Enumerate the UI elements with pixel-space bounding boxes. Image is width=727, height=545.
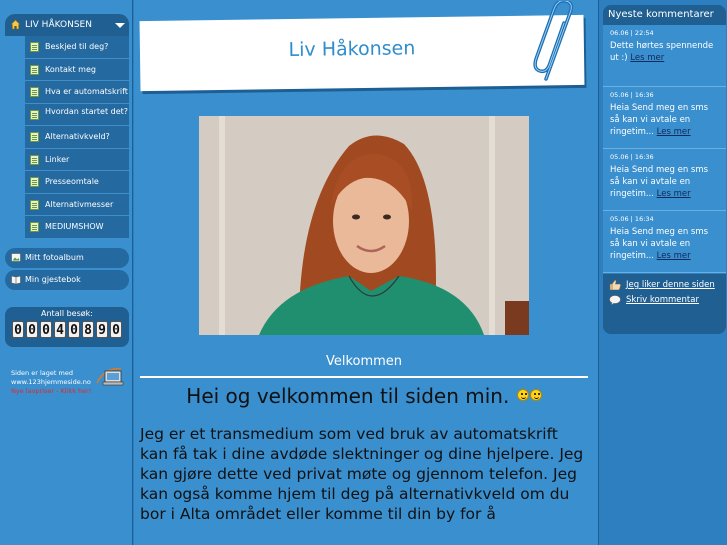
read-more-link[interactable]: Les mer bbox=[656, 189, 691, 199]
counter-digit: 8 bbox=[82, 321, 94, 338]
made-with-badge[interactable] bbox=[11, 369, 131, 396]
submenu-item-label: Alternativkveld? bbox=[45, 132, 110, 141]
made-with-line2: www.123hjemmeside.no bbox=[11, 378, 91, 386]
portrait-image bbox=[199, 116, 529, 335]
page-icon bbox=[30, 110, 39, 120]
submenu-item-presseomtale[interactable] bbox=[25, 171, 129, 194]
right-sidebar bbox=[598, 0, 727, 545]
submenu-item-beskjed[interactable] bbox=[25, 36, 129, 59]
counter-digit: 9 bbox=[96, 321, 108, 338]
counter-digits bbox=[5, 321, 129, 338]
divider bbox=[140, 376, 588, 378]
page-icon bbox=[30, 65, 39, 75]
section-title: Velkommen bbox=[325, 354, 403, 369]
submenu-item-hvordan[interactable] bbox=[25, 104, 129, 127]
comment-text: Heia Send meg en sms så kan vi avtale en ringetim... bbox=[610, 103, 709, 137]
comments-list bbox=[603, 25, 726, 273]
title-card bbox=[140, 15, 585, 91]
comment-item bbox=[603, 25, 726, 87]
menu-item-home-label: LIV HÅKONSEN bbox=[25, 20, 92, 30]
comment-text: Heia Send meg en sms så kan vi avtale en ringetim... bbox=[610, 227, 709, 261]
home-icon bbox=[10, 19, 21, 30]
comment-date: 05.06 | 16:36 bbox=[610, 91, 654, 99]
like-label: Jeg liker denne siden bbox=[626, 280, 715, 290]
like-page-link[interactable] bbox=[609, 279, 720, 291]
submenu-item-kontakt[interactable] bbox=[25, 59, 129, 82]
comment-item bbox=[603, 149, 726, 211]
submenu-item-automatskrift[interactable] bbox=[25, 81, 129, 104]
submenu-item-label: Hvordan startet det? bbox=[45, 106, 129, 116]
page-icon bbox=[30, 42, 39, 52]
comment-item bbox=[603, 87, 726, 149]
comment-item bbox=[603, 211, 726, 273]
submenu-item-alternativkveld[interactable] bbox=[25, 126, 129, 149]
guestbook-button[interactable] bbox=[5, 270, 129, 290]
counter-digit: 0 bbox=[110, 321, 122, 338]
page-icon bbox=[30, 155, 39, 165]
chevron-down-icon[interactable] bbox=[115, 23, 125, 28]
intro-paragraph: Jeg er et transmedium som ved bruk av automatskrift kan få tak i dine avdøde slektninger og dine hjelpere. Jeg kan gjøre dette ved privat møte og gjennom telefon. Jeg kan også komme hjem til deg på alternativkveld om du bor i Alta området eller komme til din by for å bbox=[140, 425, 584, 523]
smiley-icon bbox=[530, 389, 542, 401]
counter-digit: 4 bbox=[54, 321, 66, 338]
read-more-link[interactable]: Les mer bbox=[656, 251, 691, 261]
counter-digit: 0 bbox=[26, 321, 38, 338]
main-content bbox=[134, 0, 598, 545]
visitor-counter bbox=[5, 307, 129, 347]
page-icon bbox=[30, 132, 39, 142]
comment-date: 05.06 | 16:36 bbox=[610, 153, 654, 161]
made-with-line1: Siden er laget med bbox=[11, 369, 73, 377]
thumbs-up-icon bbox=[609, 280, 621, 290]
menu-item-home[interactable] bbox=[5, 14, 129, 36]
submenu-item-label: Hva er automatskrift bbox=[45, 87, 128, 96]
left-sidebar bbox=[0, 0, 133, 545]
submenu-item-label: Alternativmesser bbox=[45, 199, 114, 209]
speech-bubble-icon bbox=[609, 295, 621, 305]
guestbook-label: Min gjestebok bbox=[25, 275, 81, 284]
comments-footer bbox=[603, 274, 726, 334]
write-comment-link[interactable] bbox=[609, 294, 720, 306]
page-icon bbox=[30, 87, 39, 97]
read-more-link[interactable]: Les mer bbox=[630, 53, 665, 63]
counter-digit: 0 bbox=[12, 321, 24, 338]
page-icon bbox=[30, 222, 39, 232]
comment-date: 05.06 | 16:34 bbox=[610, 215, 654, 223]
submenu-item-label: Kontakt meg bbox=[45, 64, 96, 74]
write-comment-label: Skriv kommentar bbox=[626, 295, 699, 305]
counter-digit: 0 bbox=[40, 321, 52, 338]
submenu-item-label: MEDIUMSHOW bbox=[45, 222, 104, 231]
comment-text: Heia Send meg en sms så kan vi avtale en ringetim... bbox=[610, 165, 709, 199]
paperclip-icon bbox=[532, 1, 582, 87]
photo-album-icon bbox=[11, 253, 21, 262]
page-icon bbox=[30, 200, 39, 210]
welcome-heading-text: Hei og velkommen til siden min. bbox=[186, 384, 510, 408]
counter-digit: 0 bbox=[68, 321, 80, 338]
comment-text: Dette hørtes spennende ut :) bbox=[610, 41, 714, 63]
submenu bbox=[25, 36, 129, 239]
page-icon bbox=[30, 177, 39, 187]
submenu-item-label: Presseomtale bbox=[45, 177, 99, 186]
photo-album-button[interactable] bbox=[5, 248, 129, 268]
submenu-item-linker[interactable] bbox=[25, 149, 129, 172]
submenu-item-label: Linker bbox=[45, 154, 70, 164]
promo-link[interactable]: Nye lavpriser - Klikk her! bbox=[11, 387, 92, 395]
comment-date: 06.06 | 22:54 bbox=[610, 29, 654, 37]
visitor-counter-label: Antall besøk: bbox=[41, 309, 93, 318]
smiley-icon bbox=[517, 389, 529, 401]
comments-header: Nyeste kommentarer bbox=[603, 5, 726, 25]
book-icon bbox=[11, 275, 21, 284]
page-title: Liv Håkonsen bbox=[288, 37, 416, 62]
read-more-link[interactable]: Les mer bbox=[656, 127, 691, 137]
profile-photo bbox=[199, 116, 529, 335]
submenu-item-label: Beskjed til deg? bbox=[45, 42, 109, 51]
welcome-heading bbox=[140, 384, 588, 408]
submenu-item-alternativmesser[interactable] bbox=[25, 194, 129, 217]
computer-icon bbox=[95, 365, 125, 387]
photo-album-label: Mitt fotoalbum bbox=[25, 253, 84, 262]
submenu-item-mediumshow[interactable] bbox=[25, 216, 129, 239]
